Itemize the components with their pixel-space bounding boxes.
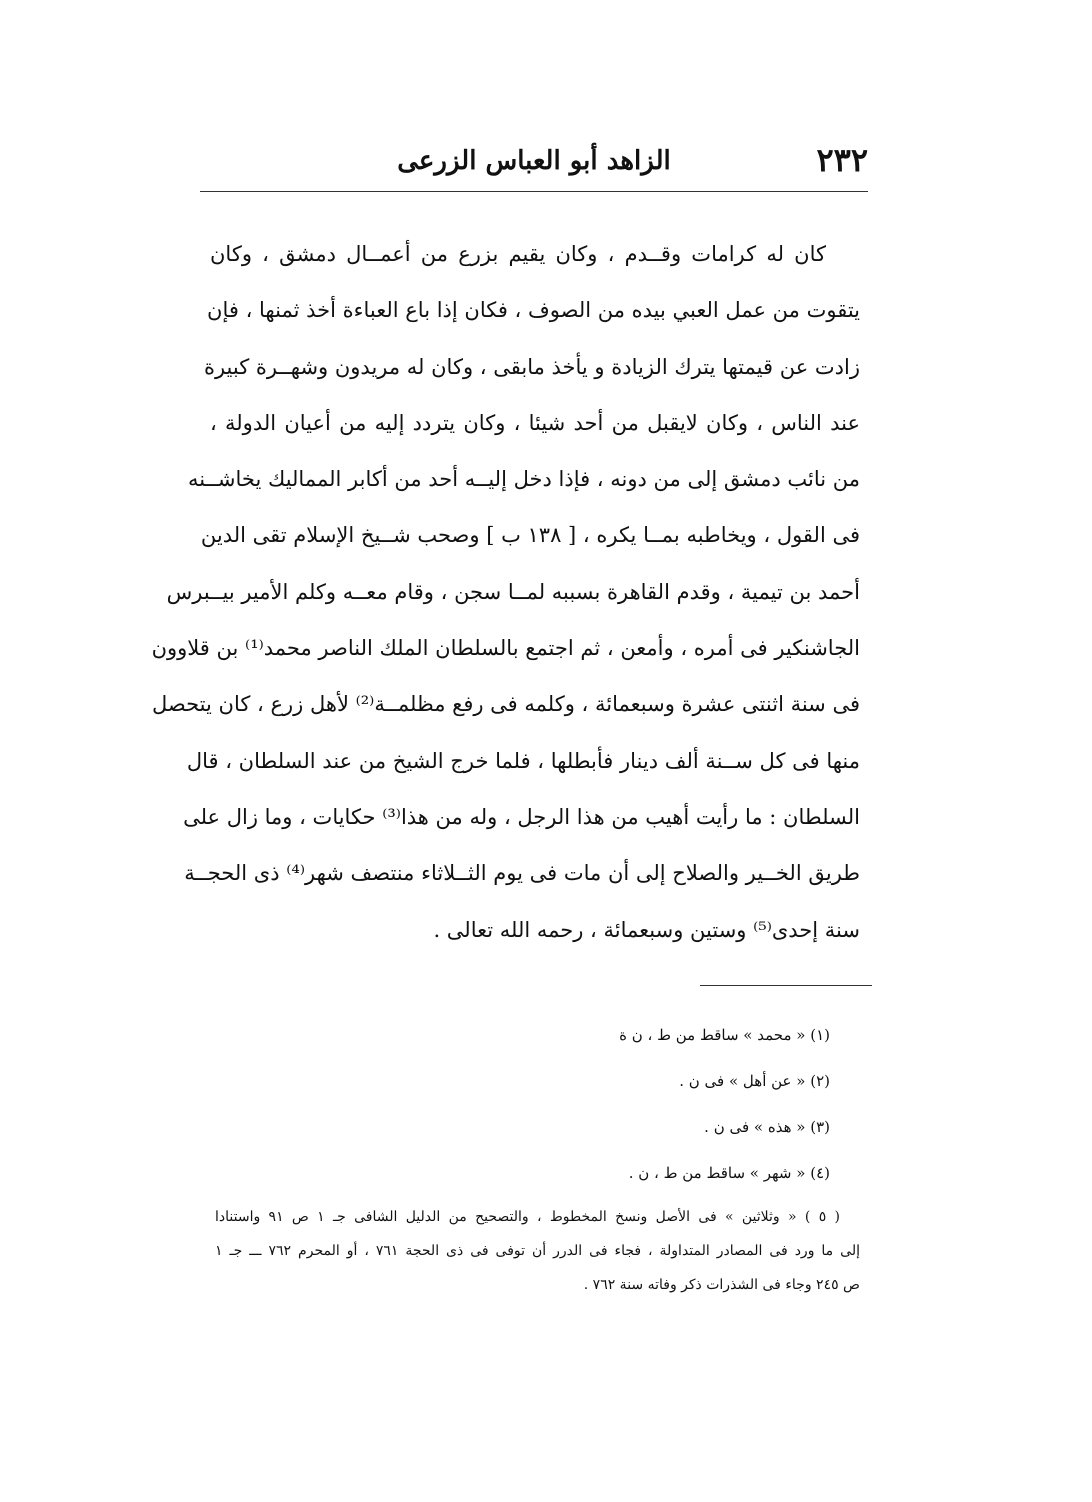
text-line: عند الناس ، وكان لايقبل من أحد شيئا ، وكان يتردد إليه من أعيان الدولة ، [210, 410, 860, 435]
main-text [151, 226, 860, 958]
footnote: (٣) « هذه » فى ن . [704, 1118, 830, 1136]
page-number: ٢٣٢ [816, 141, 868, 179]
text-line: الجاشنكير فى أمره ، وأمعن ، ثم اجتمع بالسلطان الملك الناصر محمد⁽¹⁾ بن قلاوون [151, 636, 860, 661]
page-header [200, 140, 868, 186]
footnote-long-line: ص ٢٤٥ وجاء فى الشذرات ذكر وفاته سنة ٧٦٢ . [583, 1277, 860, 1293]
footnote: (٤) « شهر » ساقط من ط ، ن . [628, 1164, 830, 1182]
footnote: (٢) « عن أهل » فى ن . [679, 1072, 830, 1090]
text-line: زادت عن قيمتها يترك الزيادة و يأخذ مابقى ، وكان له مريدون وشهــرة كبيرة [203, 354, 860, 379]
footnote-long-line: ( ٥ ) « وثلاثين » فى الأصل ونسخ المخطوط ، والتصحيح من الدليل الشافى جـ ١ ص ٩١ واستنادا [215, 1209, 841, 1225]
running-title: الزاهد أبو العباس الزرعى [397, 146, 671, 176]
footnote-long-line: إلى ما ورد فى المصادر المتداولة ، فجاء فى الدرر أن توفى فى ذى الحجة ٧٦١ ، أو المحرم ٧٦٢ ـــ جـ ١ [215, 1243, 860, 1259]
text-line: فى سنة اثنتى عشرة وسبعمائة ، وكلمه فى رفع مظلمــة⁽²⁾ لأهل زرع ، كان يتحصل [152, 692, 860, 717]
text-line: السلطان : ما رأيت أهيب من هذا الرجل ، وله من هذا⁽³⁾ حكايات ، وما زال على [183, 804, 860, 829]
text-line: كان له كرامات وقــدم ، وكان يقيم بزرع من أعمــال دمشق ، وكان [210, 242, 826, 266]
header-divider [200, 191, 868, 192]
text-line: منها فى كل ســنة ألف دينار فأبطلها ، فلما خرج الشيخ من عند السلطان ، قال [186, 748, 860, 773]
text-line: طريق الخــير والصلاح إلى أن مات فى يوم الثــلاثاء منتصف شهر⁽⁴⁾ ذى الحجــة [184, 861, 860, 886]
footnote: (١) « محمد » ساقط من ط ، ن ة [619, 1026, 830, 1044]
text-line: يتقوت من عمل العبي بيده من الصوف ، فكان إذا باع العباءة أخذ ثمنها ، فإن [207, 298, 860, 323]
footnotes [215, 1012, 860, 1302]
text-line: فى القول ، ويخاطبه بمــا يكره ، [ ١٣٨ ب ] وصحب شــيخ الإسلام تقى الدين [200, 523, 860, 548]
text-line: أحمد بن تيمية ، وقدم القاهرة بسببه لمــا سجن ، وقام معــه وكلم الأمير بيــبرس [166, 579, 860, 604]
footnote-divider [700, 985, 872, 986]
text-line: سنة إحدى⁽⁵⁾ وستين وسبعمائة ، رحمه الله تعالى . [433, 917, 860, 942]
text-line: من نائب دمشق إلى من دونه ، فإذا دخل إليــه أحد من أكابر المماليك يخاشــنه [188, 467, 860, 492]
